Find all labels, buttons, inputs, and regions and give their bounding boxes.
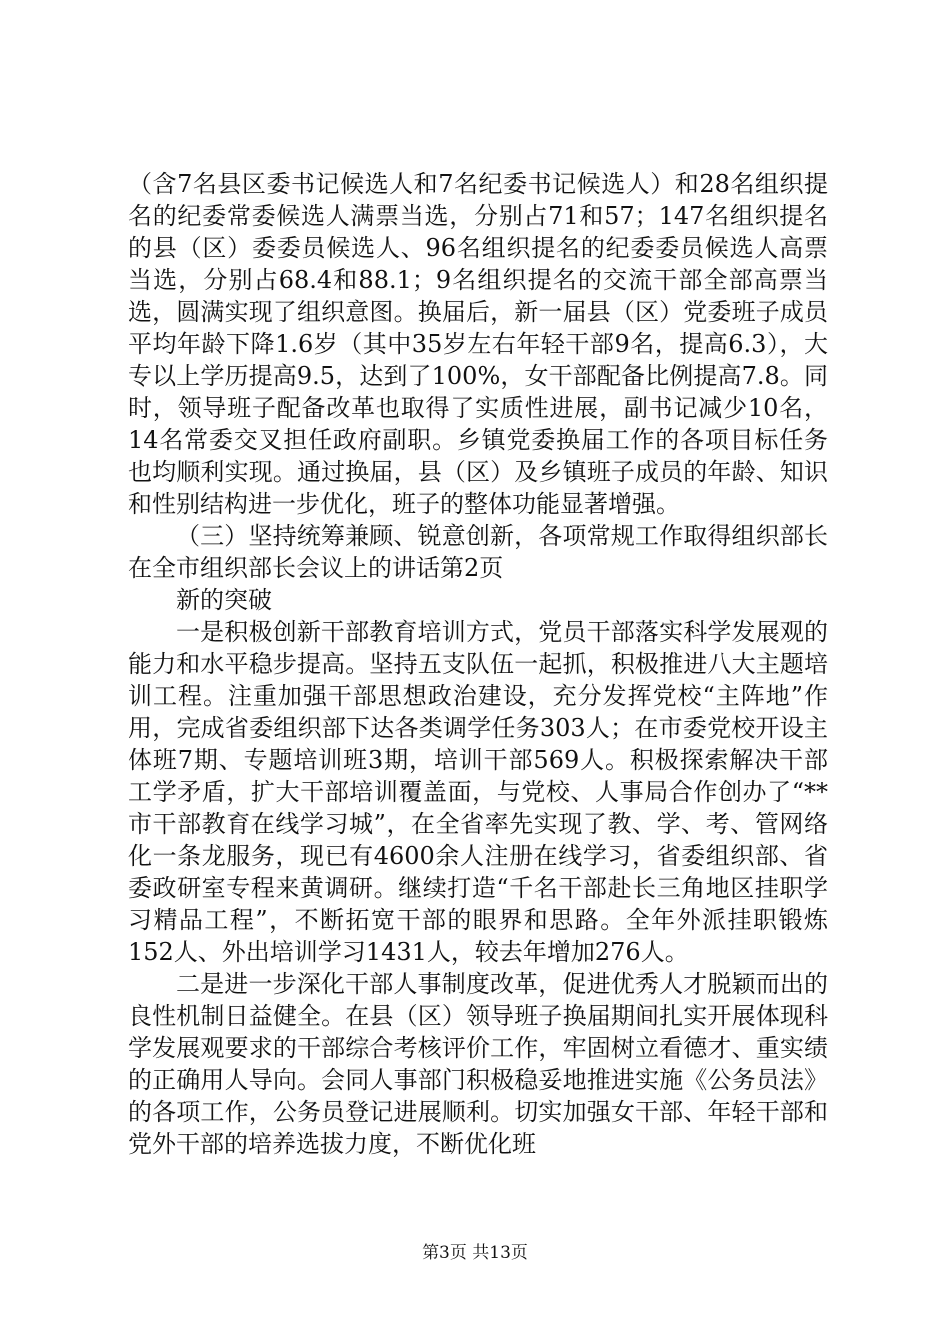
page-number-footer: 第3页 共13页 bbox=[422, 1243, 528, 1263]
paragraph-heading-continuation: 新的突破 bbox=[176, 586, 272, 614]
paragraph-continuation: （含7名县区委书记候选人和7名纪委书记候选人）和28名组织提名的纪委常委候选人满票当选，分别占71和57；147名组织提名的县（区）委委员候选人、96名组织提名的纪委委员候选人高票当选，分别占68.4和88.1；9名组织提名的交流干部全部高票当选，圆满实现了组织意图。换届后，新一届县（区）党委班子成员平均年龄下降1.6岁（其中35岁左右年轻干部9名，提高6.3），大专以上学历提高9.5，达到了100%，女干部配备比例提高7.8。同时，领导班子配备改革也取得了实质性进展，副书记减少10名，14名常委交叉担任政府副职。乡镇党委换届工作的各项目标任务也均顺利实现。通过换届，县（区）及乡镇班子成员的年龄、知识和性别结构进一步优化，班子的整体功能显著增强。 bbox=[128, 170, 828, 518]
document-body bbox=[128, 168, 828, 1160]
paragraph-item-two: 二是进一步深化干部人事制度改革，促进优秀人才脱颖而出的良性机制日益健全。在县（区）领导班子换届期间扎实开展体现科学发展观要求的干部综合考核评价工作，牢固树立看德才、重实绩的正确用人导向。会同人事部门积极稳妥地推进实施《公务员法》的各项工作，公务员登记进展顺利。切实加强女干部、年轻干部和党外干部的培养选拔力度，不断优化班 bbox=[128, 970, 828, 1158]
paragraph-section-heading: （三）坚持统筹兼顾、锐意创新，各项常规工作取得组织部长在全市组织部长会议上的讲话第2页 bbox=[128, 522, 828, 582]
paragraph-item-one: 一是积极创新干部教育培训方式，党员干部落实科学发展观的能力和水平稳步提高。坚持五支队伍一起抓，积极推进八大主题培训工程。注重加强干部思想政治建设，充分发挥党校“主阵地”作用，完成省委组织部下达各类调学任务303人；在市委党校开设主体班7期、专题培训班3期，培训干部569人。积极探索解决干部工学矛盾，扩大干部培训覆盖面，与党校、人事局合作创办了“**市干部教育在线学习城”，在全省率先实现了教、学、考、管网络化一条龙服务，现已有4600余人注册在线学习，省委组织部、省委政研室专程来黄调研。继续打造“千名干部赴长三角地区挂职学习精品工程”，不断拓宽干部的眼界和思路。全年外派挂职锻炼152人、外出培训学习1431人，较去年增加276人。 bbox=[128, 618, 828, 966]
